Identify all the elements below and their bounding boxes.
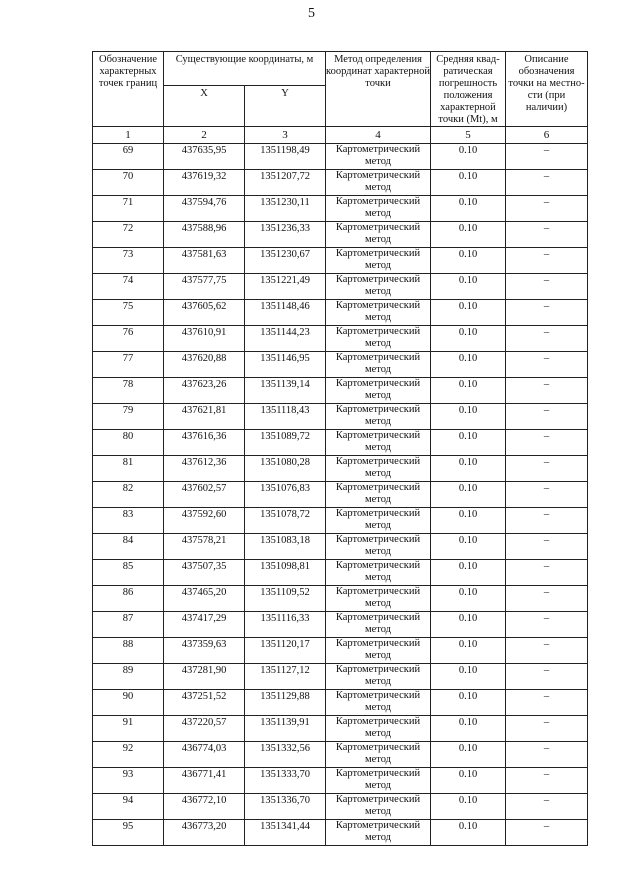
- x-coordinate-cell: 437281,90: [164, 664, 245, 690]
- point-cell: 82: [93, 482, 164, 508]
- point-cell: 71: [93, 196, 164, 222]
- method-cell: Картометрический метод: [326, 482, 431, 508]
- method-cell: Картометрический метод: [326, 508, 431, 534]
- description-cell: –: [506, 664, 588, 690]
- description-cell: –: [506, 612, 588, 638]
- y-coordinate-cell: 1351109,52: [245, 586, 326, 612]
- table-row: [93, 456, 588, 482]
- description-cell: –: [506, 482, 588, 508]
- y-coordinate-cell: 1351341,44: [245, 820, 326, 846]
- table-row: [93, 508, 588, 534]
- description-cell: –: [506, 430, 588, 456]
- method-cell: Картометрический метод: [326, 560, 431, 586]
- y-coordinate-cell: 1351120,17: [245, 638, 326, 664]
- point-cell: 91: [93, 716, 164, 742]
- table-row: [93, 820, 588, 846]
- error-cell: 0.10: [431, 300, 506, 326]
- description-cell: –: [506, 508, 588, 534]
- description-cell: –: [506, 794, 588, 820]
- method-cell: Картометрический метод: [326, 326, 431, 352]
- error-cell: 0.10: [431, 586, 506, 612]
- description-cell: –: [506, 456, 588, 482]
- error-cell: 0.10: [431, 222, 506, 248]
- method-cell: Картометрический метод: [326, 742, 431, 768]
- description-cell: –: [506, 222, 588, 248]
- point-cell: 80: [93, 430, 164, 456]
- y-coordinate-cell: 1351116,33: [245, 612, 326, 638]
- y-coordinate-cell: 1351144,23: [245, 326, 326, 352]
- y-coordinate-cell: 1351207,72: [245, 170, 326, 196]
- method-cell: Картометрический метод: [326, 196, 431, 222]
- x-coordinate-cell: 437220,57: [164, 716, 245, 742]
- method-cell: Картометрический метод: [326, 222, 431, 248]
- description-cell: –: [506, 326, 588, 352]
- error-cell: 0.10: [431, 274, 506, 300]
- x-coordinate-cell: 437465,20: [164, 586, 245, 612]
- x-coordinate-cell: 436772,10: [164, 794, 245, 820]
- point-cell: 78: [93, 378, 164, 404]
- method-cell: Картометрический метод: [326, 638, 431, 664]
- table-body: [93, 144, 588, 846]
- table-row: [93, 404, 588, 430]
- error-cell: 0.10: [431, 742, 506, 768]
- table-row: [93, 430, 588, 456]
- y-coordinate-cell: 1351333,70: [245, 768, 326, 794]
- method-cell: Картометрический метод: [326, 274, 431, 300]
- table-row: [93, 196, 588, 222]
- point-cell: 89: [93, 664, 164, 690]
- x-coordinate-cell: 437635,95: [164, 144, 245, 170]
- table-row: [93, 768, 588, 794]
- header-point-designation: Обозначение характерных точек границ: [93, 52, 164, 127]
- error-cell: 0.10: [431, 326, 506, 352]
- error-cell: 0.10: [431, 248, 506, 274]
- x-coordinate-cell: 437612,36: [164, 456, 245, 482]
- x-coordinate-cell: 436771,41: [164, 768, 245, 794]
- method-cell: Картометрический метод: [326, 794, 431, 820]
- x-coordinate-cell: 437592,60: [164, 508, 245, 534]
- error-cell: 0.10: [431, 456, 506, 482]
- method-cell: Картометрический метод: [326, 378, 431, 404]
- table-row: [93, 716, 588, 742]
- point-cell: 85: [93, 560, 164, 586]
- x-coordinate-cell: 437620,88: [164, 352, 245, 378]
- header-y: Y: [245, 86, 326, 127]
- x-coordinate-cell: 437619,32: [164, 170, 245, 196]
- y-coordinate-cell: 1351098,81: [245, 560, 326, 586]
- error-cell: 0.10: [431, 534, 506, 560]
- description-cell: –: [506, 300, 588, 326]
- method-cell: Картометрический метод: [326, 430, 431, 456]
- error-cell: 0.10: [431, 716, 506, 742]
- table-row: [93, 248, 588, 274]
- table-row: [93, 742, 588, 768]
- point-cell: 72: [93, 222, 164, 248]
- table-row: [93, 664, 588, 690]
- description-cell: –: [506, 638, 588, 664]
- error-cell: 0.10: [431, 508, 506, 534]
- header-x: X: [164, 86, 245, 127]
- header-mean-square-error: Средняя квад-ратическая погрешность положения характерной точки (Mt), м: [431, 52, 506, 127]
- x-coordinate-cell: 437594,76: [164, 196, 245, 222]
- description-cell: –: [506, 378, 588, 404]
- x-coordinate-cell: 437621,81: [164, 404, 245, 430]
- table-row: [93, 482, 588, 508]
- description-cell: –: [506, 586, 588, 612]
- y-coordinate-cell: 1351080,28: [245, 456, 326, 482]
- point-cell: 88: [93, 638, 164, 664]
- error-cell: 0.10: [431, 820, 506, 846]
- error-cell: 0.10: [431, 196, 506, 222]
- y-coordinate-cell: 1351146,95: [245, 352, 326, 378]
- point-cell: 92: [93, 742, 164, 768]
- error-cell: 0.10: [431, 482, 506, 508]
- point-cell: 84: [93, 534, 164, 560]
- table-row: [93, 638, 588, 664]
- table-row: [93, 560, 588, 586]
- column-number: 5: [431, 127, 506, 144]
- y-coordinate-cell: 1351129,88: [245, 690, 326, 716]
- table-row: [93, 274, 588, 300]
- table-row: [93, 300, 588, 326]
- point-cell: 70: [93, 170, 164, 196]
- error-cell: 0.10: [431, 638, 506, 664]
- y-coordinate-cell: 1351221,49: [245, 274, 326, 300]
- x-coordinate-cell: 437417,29: [164, 612, 245, 638]
- description-cell: –: [506, 560, 588, 586]
- table-row: [93, 352, 588, 378]
- method-cell: Картометрический метод: [326, 716, 431, 742]
- y-coordinate-cell: 1351089,72: [245, 430, 326, 456]
- method-cell: Картометрический метод: [326, 248, 431, 274]
- column-number: 3: [245, 127, 326, 144]
- error-cell: 0.10: [431, 612, 506, 638]
- table-row: [93, 222, 588, 248]
- description-cell: –: [506, 768, 588, 794]
- coordinates-table: [92, 51, 588, 846]
- method-cell: Картометрический метод: [326, 144, 431, 170]
- method-cell: Картометрический метод: [326, 456, 431, 482]
- description-cell: –: [506, 352, 588, 378]
- page-number: 5: [308, 6, 315, 21]
- description-cell: –: [506, 534, 588, 560]
- method-cell: Картометрический метод: [326, 664, 431, 690]
- error-cell: 0.10: [431, 664, 506, 690]
- method-cell: Картометрический метод: [326, 820, 431, 846]
- y-coordinate-cell: 1351336,70: [245, 794, 326, 820]
- point-cell: 87: [93, 612, 164, 638]
- error-cell: 0.10: [431, 430, 506, 456]
- x-coordinate-cell: 437507,35: [164, 560, 245, 586]
- table-row: [93, 144, 588, 170]
- point-cell: 75: [93, 300, 164, 326]
- error-cell: 0.10: [431, 794, 506, 820]
- error-cell: 0.10: [431, 404, 506, 430]
- method-cell: Картометрический метод: [326, 612, 431, 638]
- point-cell: 93: [93, 768, 164, 794]
- point-cell: 94: [93, 794, 164, 820]
- y-coordinate-cell: 1351139,14: [245, 378, 326, 404]
- method-cell: Картометрический метод: [326, 690, 431, 716]
- table-row: [93, 690, 588, 716]
- table-row: [93, 586, 588, 612]
- method-cell: Картометрический метод: [326, 170, 431, 196]
- x-coordinate-cell: 437359,63: [164, 638, 245, 664]
- x-coordinate-cell: 437588,96: [164, 222, 245, 248]
- error-cell: 0.10: [431, 378, 506, 404]
- x-coordinate-cell: 437616,36: [164, 430, 245, 456]
- description-cell: –: [506, 196, 588, 222]
- column-number: 1: [93, 127, 164, 144]
- description-cell: –: [506, 144, 588, 170]
- error-cell: 0.10: [431, 690, 506, 716]
- description-cell: –: [506, 716, 588, 742]
- y-coordinate-cell: 1351332,56: [245, 742, 326, 768]
- y-coordinate-cell: 1351078,72: [245, 508, 326, 534]
- header-existing-coordinates: Существующие координаты, м: [164, 52, 326, 86]
- column-number: 4: [326, 127, 431, 144]
- column-numbers-row: [93, 127, 588, 144]
- method-cell: Картометрический метод: [326, 352, 431, 378]
- y-coordinate-cell: 1351148,46: [245, 300, 326, 326]
- point-cell: 74: [93, 274, 164, 300]
- point-cell: 76: [93, 326, 164, 352]
- y-coordinate-cell: 1351139,91: [245, 716, 326, 742]
- y-coordinate-cell: 1351127,12: [245, 664, 326, 690]
- point-cell: 81: [93, 456, 164, 482]
- y-coordinate-cell: 1351236,33: [245, 222, 326, 248]
- description-cell: –: [506, 690, 588, 716]
- point-cell: 90: [93, 690, 164, 716]
- error-cell: 0.10: [431, 768, 506, 794]
- x-coordinate-cell: 437602,57: [164, 482, 245, 508]
- description-cell: –: [506, 404, 588, 430]
- error-cell: 0.10: [431, 560, 506, 586]
- y-coordinate-cell: 1351230,67: [245, 248, 326, 274]
- error-cell: 0.10: [431, 170, 506, 196]
- description-cell: –: [506, 170, 588, 196]
- table-row: [93, 326, 588, 352]
- description-cell: –: [506, 274, 588, 300]
- table-row: [93, 612, 588, 638]
- y-coordinate-cell: 1351198,49: [245, 144, 326, 170]
- x-coordinate-cell: 437623,26: [164, 378, 245, 404]
- column-number: 2: [164, 127, 245, 144]
- description-cell: –: [506, 742, 588, 768]
- x-coordinate-cell: 437251,52: [164, 690, 245, 716]
- x-coordinate-cell: 437578,21: [164, 534, 245, 560]
- table-row: [93, 378, 588, 404]
- point-cell: 95: [93, 820, 164, 846]
- column-number: 6: [506, 127, 588, 144]
- x-coordinate-cell: 437610,91: [164, 326, 245, 352]
- method-cell: Картометрический метод: [326, 300, 431, 326]
- error-cell: 0.10: [431, 352, 506, 378]
- header-method: Метод определения координат характерной точки: [326, 52, 431, 127]
- table-row: [93, 170, 588, 196]
- x-coordinate-cell: 437581,63: [164, 248, 245, 274]
- y-coordinate-cell: 1351230,11: [245, 196, 326, 222]
- x-coordinate-cell: 437605,62: [164, 300, 245, 326]
- x-coordinate-cell: 437577,75: [164, 274, 245, 300]
- table-header: [93, 52, 588, 144]
- method-cell: Картометрический метод: [326, 586, 431, 612]
- description-cell: –: [506, 820, 588, 846]
- description-cell: –: [506, 248, 588, 274]
- table-row: [93, 534, 588, 560]
- point-cell: 69: [93, 144, 164, 170]
- point-cell: 73: [93, 248, 164, 274]
- point-cell: 86: [93, 586, 164, 612]
- method-cell: Картометрический метод: [326, 534, 431, 560]
- y-coordinate-cell: 1351118,43: [245, 404, 326, 430]
- x-coordinate-cell: 436774,03: [164, 742, 245, 768]
- header-description: Описание обозначения точки на местно-сти (при наличии): [506, 52, 588, 127]
- point-cell: 79: [93, 404, 164, 430]
- x-coordinate-cell: 436773,20: [164, 820, 245, 846]
- method-cell: Картометрический метод: [326, 404, 431, 430]
- point-cell: 77: [93, 352, 164, 378]
- method-cell: Картометрический метод: [326, 768, 431, 794]
- table-row: [93, 794, 588, 820]
- y-coordinate-cell: 1351076,83: [245, 482, 326, 508]
- point-cell: 83: [93, 508, 164, 534]
- y-coordinate-cell: 1351083,18: [245, 534, 326, 560]
- error-cell: 0.10: [431, 144, 506, 170]
